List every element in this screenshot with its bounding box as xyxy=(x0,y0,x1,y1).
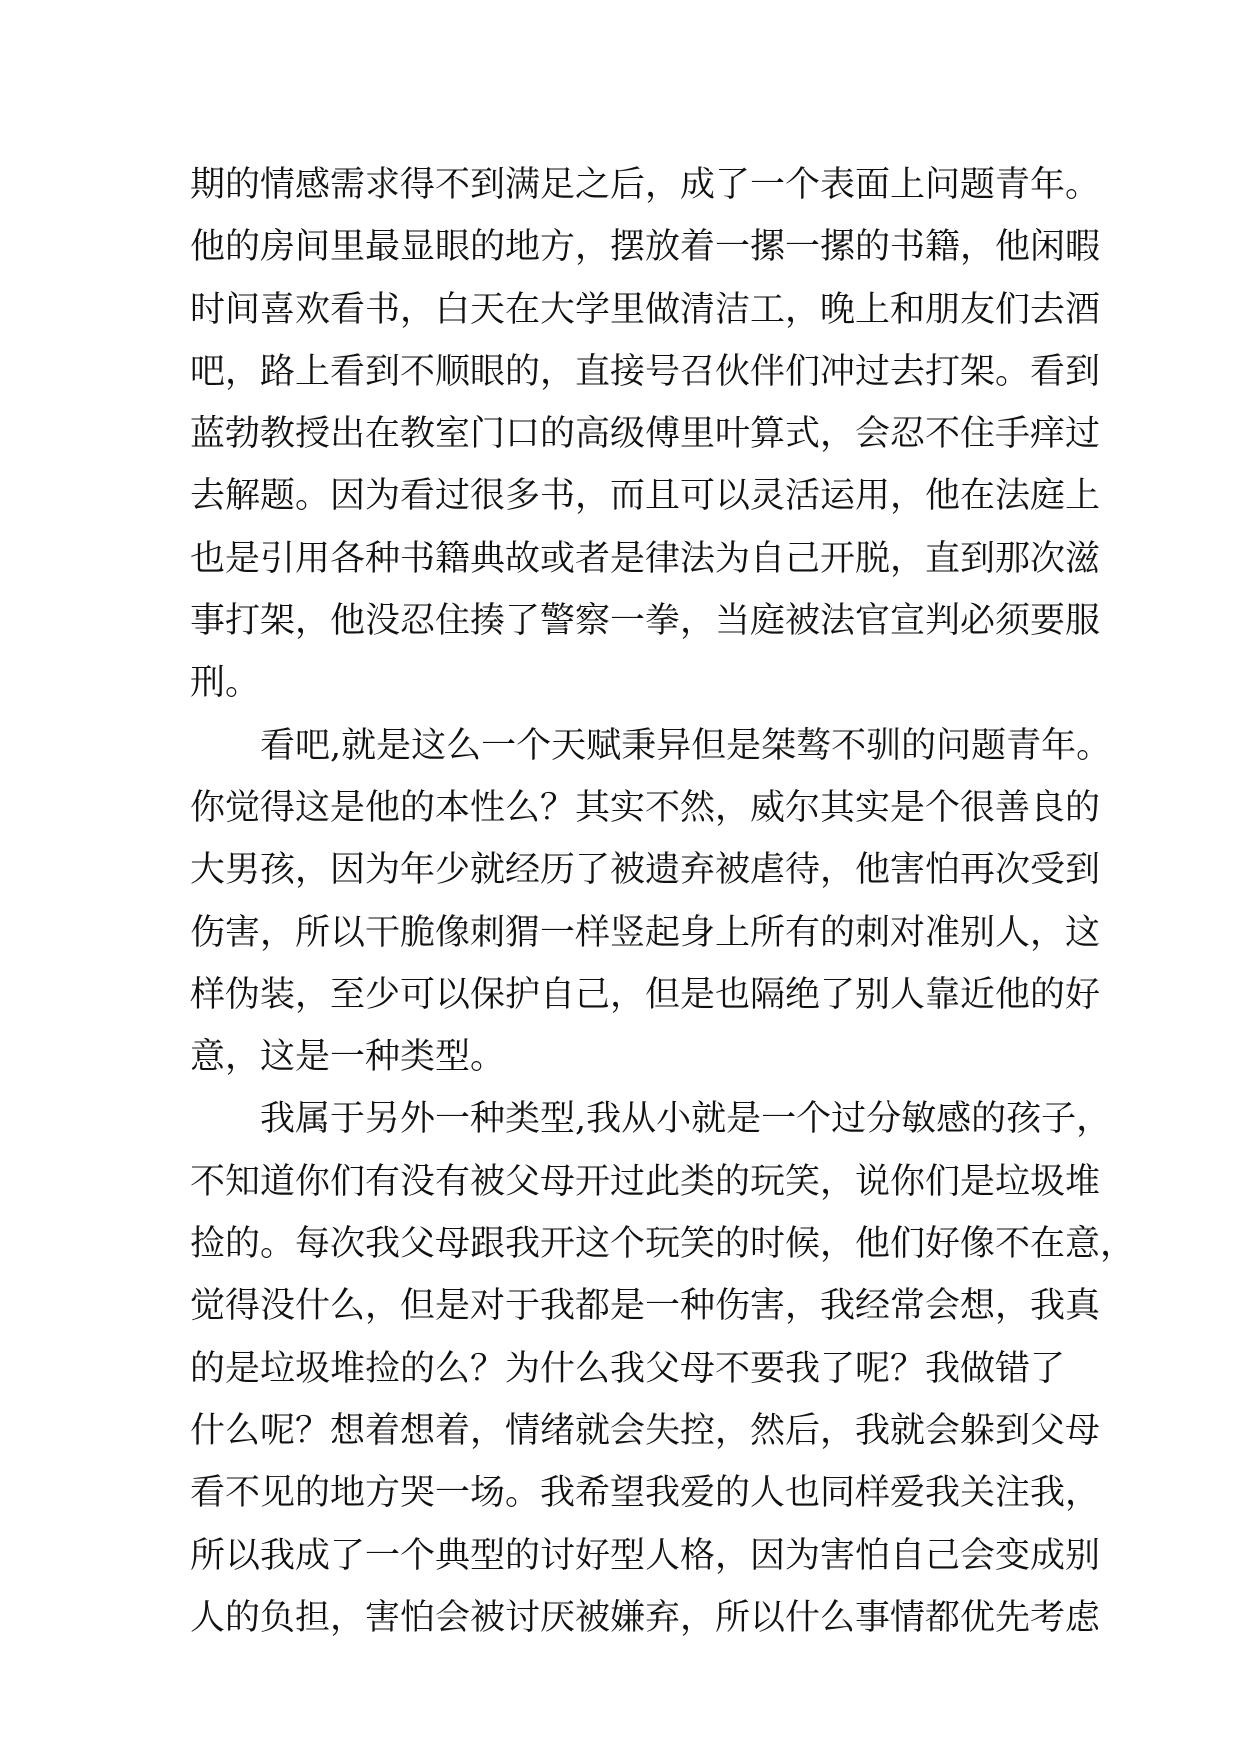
text-line: 的是垃圾堆捡的么？为什么我父母不要我了呢？我做错了 xyxy=(190,1348,1066,1389)
text-line: 觉得没什么，但是对于我都是一种伤害，我经常会想，我真 xyxy=(190,1286,1101,1327)
text-line: 样伪装，至少可以保护自己，但是也隔绝了别人靠近他的好 xyxy=(190,974,1101,1015)
text-line: 伤害，所以干脆像刺猬一样竖起身上所有的刺对准别人，这 xyxy=(190,912,1101,953)
text-line: 蓝勃教授出在教室门口的高级傅里叶算式，会忍不住手痒过 xyxy=(190,414,1101,455)
paragraph xyxy=(190,154,1101,715)
text-line: 去解题。因为看过很多书，而且可以灵活运用，他在法庭上 xyxy=(190,476,1101,517)
text-line: 时间喜欢看书，白天在大学里做清洁工，晚上和朋友们去酒 xyxy=(190,289,1101,330)
text-line: 不知道你们有没有被父母开过此类的玩笑，说你们是垃圾堆 xyxy=(190,1161,1101,1202)
paragraph xyxy=(190,1088,1136,1649)
paragraph xyxy=(190,715,1112,1089)
text-line: 期的情感需求得不到满足之后，成了一个表面上问题青年。 xyxy=(190,165,1101,205)
text-line: 看不见的地方哭一场。我希望我爱的人也同样爱我关注我， xyxy=(190,1473,1101,1514)
text-line: 也是引用各种书籍典故或者是律法为自己开脱，直到那次滋 xyxy=(190,538,1101,579)
text-line: 刑。 xyxy=(190,663,261,704)
text-line: 人的负担，害怕会被讨厌被嫌弃，所以什么事情都优先考虑 xyxy=(190,1597,1101,1638)
body-text xyxy=(190,154,1136,1649)
text-line: 捡的。每次我父母跟我开这个玩笑的时候，他们好像不在意， xyxy=(190,1224,1136,1265)
text-line: 什么呢？想着想着，情绪就会失控，然后，我就会躲到父母 xyxy=(190,1410,1101,1451)
text-line: 吧，路上看到不顺眼的，直接号召伙伴们冲过去打架。看到 xyxy=(190,351,1101,392)
text-line: 大男孩，因为年少就经历了被遗弃被虐待，他害怕再次受到 xyxy=(190,850,1101,891)
text-line: 你觉得这是他的本性么？其实不然，威尔其实是个很善良的 xyxy=(190,787,1101,828)
text-line: 所以我成了一个典型的讨好型人格，因为害怕自己会变成别 xyxy=(190,1535,1101,1576)
text-line: 意，这是一种类型。 xyxy=(190,1037,506,1078)
text-line: 看吧,就是这么一个天赋秉异但是桀骜不驯的问题青年。 xyxy=(260,725,1112,766)
text-line: 我属于另外一种类型,我从小就是一个过分敏感的孩子， xyxy=(260,1099,1112,1140)
text-line: 事打架，他没忍住揍了警察一拳，当庭被法官宣判必须要服 xyxy=(190,601,1101,642)
text-line: 他的房间里最显眼的地方，摆放着一摞一摞的书籍，他闲暇 xyxy=(190,227,1101,268)
